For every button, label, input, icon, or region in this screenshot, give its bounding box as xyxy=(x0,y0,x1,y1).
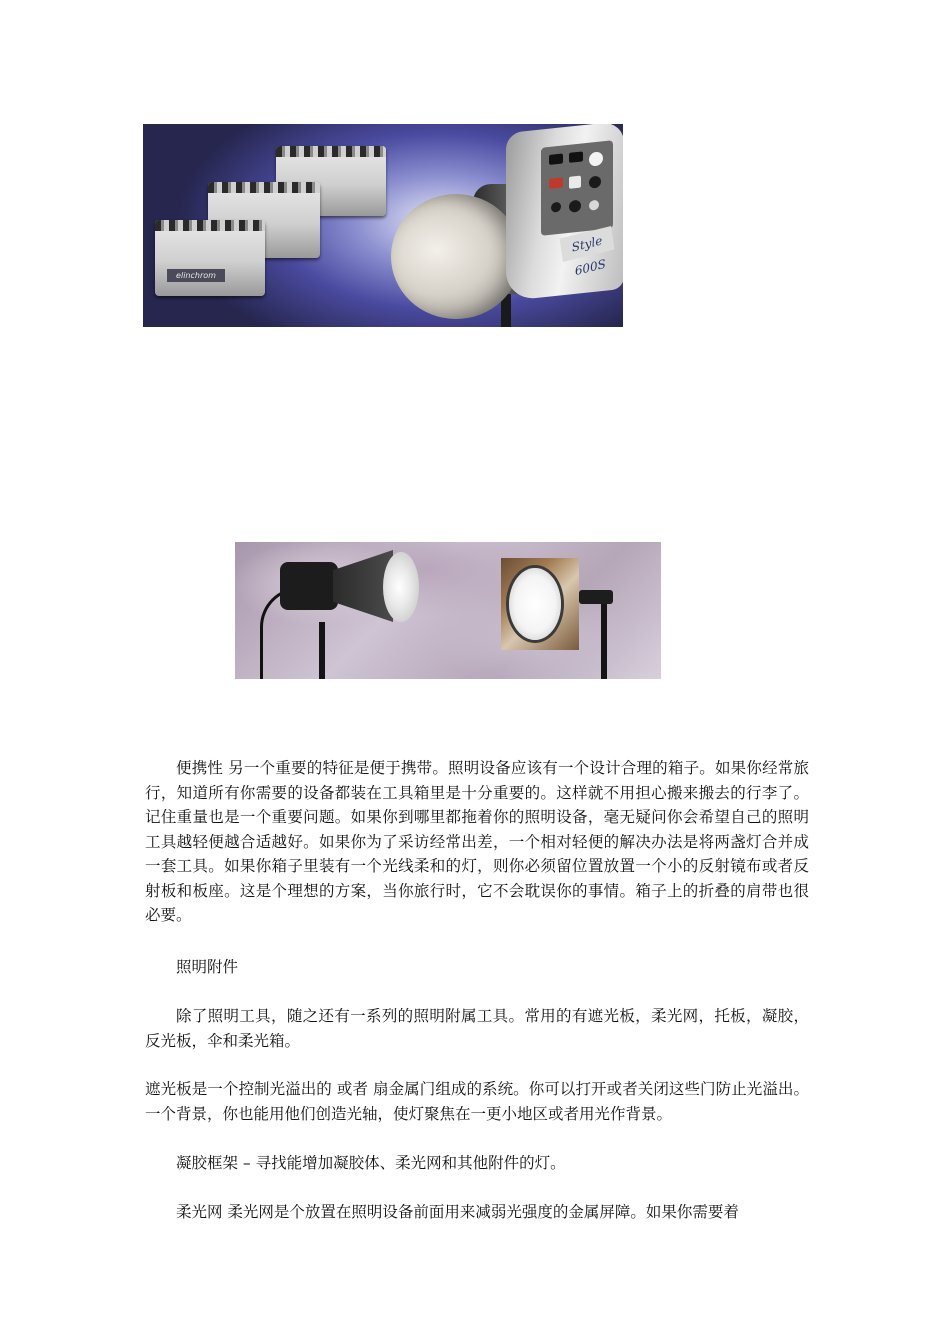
flash-control-panel xyxy=(541,140,613,236)
lamp-and-reflector-photo xyxy=(235,542,661,679)
accessories-paragraph: 除了照明工具，随之还有一系列的照明附属工具。常用的有遮光板，柔光网，托板，凝胶，反光板，伞和柔光箱。 xyxy=(145,1007,809,1050)
lighting-accessories-heading: 照明附件 xyxy=(176,958,239,976)
barn-doors-paragraph: 遮光板是一个控制光溢出的 或者 扇金属门组成的系统。你可以打开或者关闭这些门防止光溢出。一个背景，你也能用他们创造光轴，使灯聚焦在一更小地区或者用光作背景。 xyxy=(145,1080,809,1123)
studio-lamp xyxy=(280,562,338,610)
flash-reflector xyxy=(391,194,521,319)
studio-flash-equipment-photo xyxy=(143,124,623,327)
gel-frame-paragraph: 凝胶框架 – 寻找能增加凝胶体、柔光网和其他附件的灯。 xyxy=(176,1154,566,1172)
pack-brand-label: elinchrom xyxy=(167,269,225,282)
battery-pack xyxy=(155,220,265,296)
scrim-paragraph: 柔光网 柔光网是个放置在照明设备前面用来减弱光强度的金属屏障。如果你需要着 xyxy=(176,1203,739,1221)
flash-model-label: Style 600S xyxy=(560,226,615,262)
portability-paragraph: 便携性 另一个重要的特征是便于携带。照明设备应该有一个设计合理的箱子。如果你经常旅行，知道所有你需要的设备都装在工具箱里是十分重要的。这样就不用担心搬来搬去的行李了。记住重量也是一个重要问题。如果你到哪里都拖着你的照明设备，毫无疑问你会希望自己的照明工具越轻便越合适越好。如果你为了采访经常出差，一个相对轻便的解决办法是将两盏灯合并成一套工具。如果你箱子里装有一个光线柔和的灯，则你必须留位置放置一个小的反射镜布或者反射板和板座。这是个理想的方案，当你旅行时，它不会耽误你的事情。箱子上的折叠的肩带也很必要。 xyxy=(145,759,809,924)
